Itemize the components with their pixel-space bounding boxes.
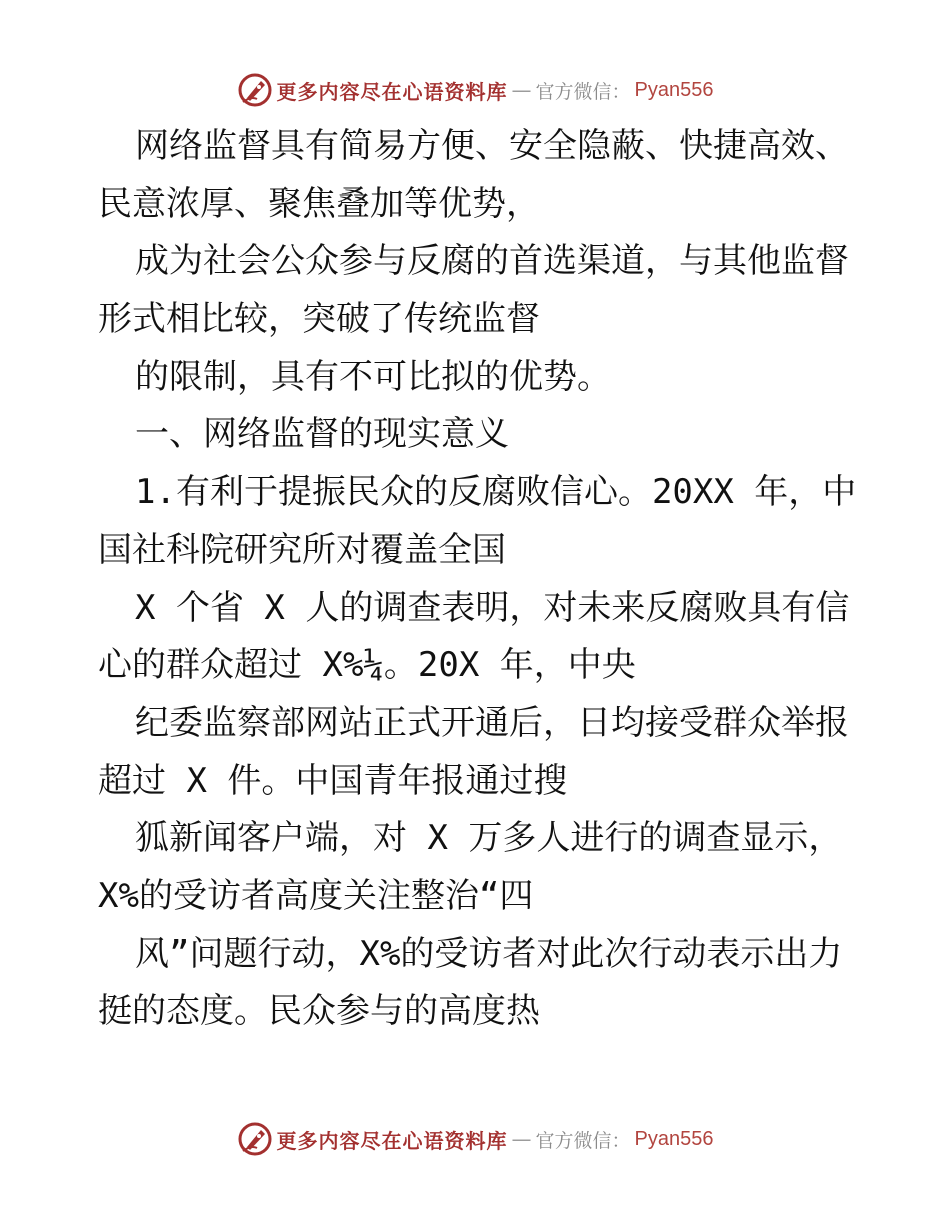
pen-nib-circle-icon — [237, 1121, 273, 1157]
paragraph-line: 网络监督具有简易方便、安全隐蔽、快捷高效、 — [135, 126, 849, 166]
paragraph-line: 1.有利于提振民众的反腐败信心。20XX 年，中 — [135, 472, 857, 513]
paragraph-line: 挺的态度。民众参与的高度热 — [98, 991, 540, 1032]
watermark-brand-text: 更多内容尽在心语资料库 — [276, 1128, 508, 1153]
watermark-wechat-label: 官方微信： — [535, 80, 631, 103]
paragraph-line: 纪委监察部网站正式开通后，日均接受群众举报 — [135, 702, 849, 743]
paragraph-line: 心的群众超过 X%¼。20X 年，中央 — [98, 645, 636, 686]
watermark-wechat-id: Pyan556 — [634, 1127, 714, 1150]
watermark-brand-text: 更多内容尽在心语资料库 — [276, 79, 508, 104]
paragraph-line: 成为社会公众参与反腐的首选渠道，与其他监督 — [135, 241, 849, 282]
paragraph-line: 狐新闻客户端，对 X 万多人进行的调查显示， — [135, 818, 843, 859]
paragraph-line: 形式相比较，突破了传统监督 — [98, 299, 540, 340]
paragraph-line: 超过 X 件。中国青年报通过搜 — [98, 760, 568, 801]
section-heading: 一、网络监督的现实意义 — [135, 414, 509, 455]
watermark-wechat-label: 官方微信： — [535, 1129, 631, 1152]
header-watermark-banner — [0, 70, 950, 110]
pen-nib-circle-icon — [237, 72, 273, 108]
document-body — [98, 118, 858, 1041]
paragraph-line: 民意浓厚、聚焦叠加等优势， — [98, 183, 540, 224]
watermark-wechat-id: Pyan556 — [634, 78, 714, 101]
paragraph-line: 国社科院研究所对覆盖全国 — [98, 529, 506, 570]
paragraph-line: X 个省 X 人的调查表明，对未来反腐败具有信 — [135, 587, 850, 628]
paragraph-line: X%的受访者高度关注整治“四 — [98, 875, 534, 916]
paragraph-line: 的限制，具有不可比拟的优势。 — [135, 356, 611, 397]
paragraph-line: 风”问题行动，X%的受访者对此次行动表示出力 — [135, 933, 843, 974]
footer-watermark-banner — [0, 1119, 950, 1159]
watermark-dash: — — [511, 1127, 532, 1151]
watermark-dash: — — [511, 78, 532, 102]
